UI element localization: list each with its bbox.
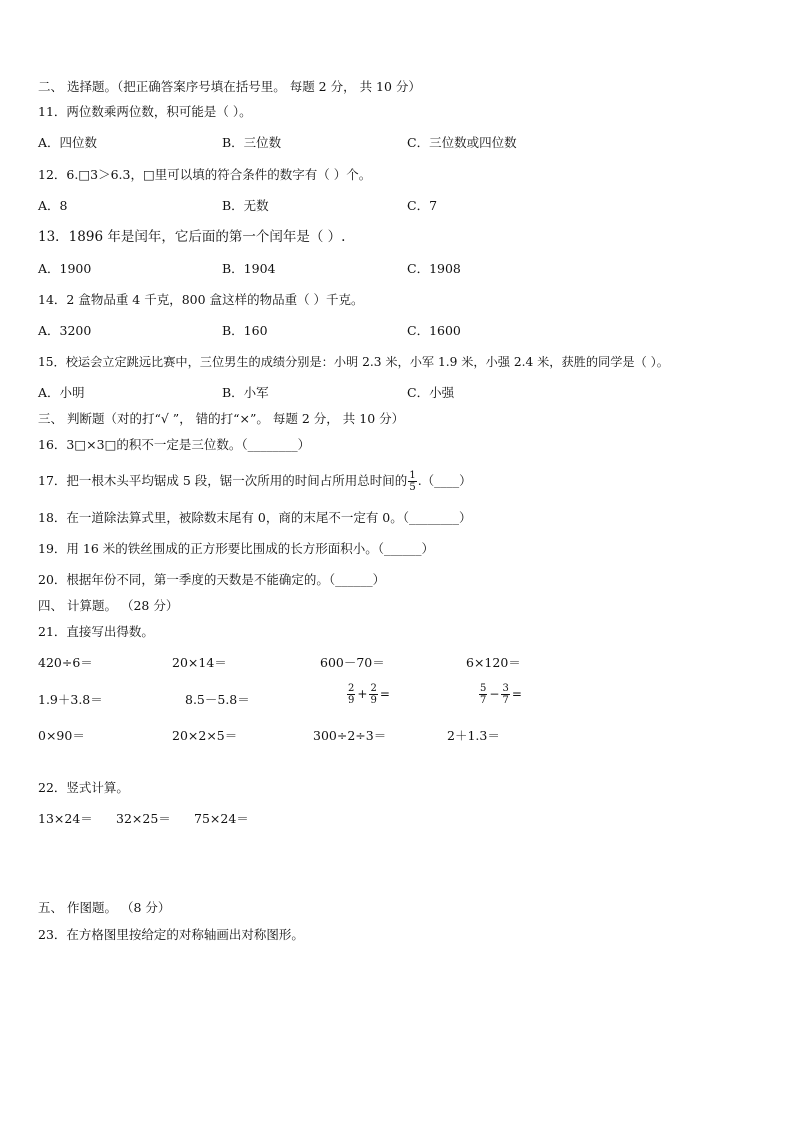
- calc-item: 420÷6＝: [38, 655, 93, 670]
- q15-option-c: C．小强: [407, 385, 455, 400]
- question-14: 14．2 盒物品重 4 千克，800 盒这样的物品重（ ）千克。: [38, 292, 364, 307]
- fraction: [347, 683, 355, 706]
- q13-option-b: B．1904: [222, 261, 276, 276]
- fraction: [479, 683, 487, 706]
- q11-option-b: B．三位数: [222, 135, 282, 150]
- section-2-heading: 二、 选择题。（把正确答案序号填在括号里。 每题 2 分， 共 10 分）: [38, 79, 421, 94]
- fraction: [501, 683, 509, 706]
- denominator: 7: [480, 695, 487, 706]
- question-19: 19．用 16 米的铁丝围成的正方形要比围成的长方形面积小。（______）: [38, 541, 435, 556]
- q17-fraction-numerator: 1: [409, 470, 416, 481]
- question-22: 22．竖式计算。: [38, 780, 129, 795]
- section-3-heading: 三、 判断题（对的打“√ ”， 错的打“×”。 每题 2 分， 共 10 分）: [38, 411, 405, 426]
- section-5-heading: 五、 作图题。 （8 分）: [38, 900, 171, 915]
- equals-sign: =: [379, 687, 390, 701]
- numerator: 2: [348, 683, 355, 694]
- q14-option-a: A．3200: [38, 323, 92, 338]
- q17-fraction: [408, 470, 416, 493]
- q12-option-b: B．无数: [222, 198, 269, 213]
- numerator: 3: [502, 683, 509, 694]
- calc-item: 0×90＝: [38, 728, 85, 743]
- calc-item: 6×120＝: [466, 655, 521, 670]
- fraction-expression-a: [346, 683, 391, 706]
- question-13: 13．1896 年是闰年，它后面的第一个闰年是（ ）.: [38, 229, 346, 245]
- q13-option-c: C．1908: [407, 261, 461, 276]
- q17-tail: .（____）: [417, 473, 472, 488]
- q14-option-b: B．160: [222, 323, 268, 338]
- calc-item: 2＋1.3＝: [447, 728, 500, 743]
- q15-option-b: B．小军: [222, 385, 269, 400]
- question-15: 15．校运会立定跳远比赛中，三位男生的成绩分别是：小明 2.3 米，小军 1.9 米，小强 2.4 米，获胜的同学是（ ）。: [38, 355, 669, 369]
- q17-text: 17．把一根木头平均锯成 5 段，锯一次所用的时间占所用总时间的: [38, 473, 408, 488]
- calc-item: 600－70＝: [320, 655, 385, 670]
- question-23: 23．在方格图里按给定的对称轴画出对称图形。: [38, 927, 304, 942]
- equals-sign: =: [511, 687, 522, 701]
- fraction: [369, 683, 377, 706]
- operator: −: [489, 687, 500, 701]
- calc-item: 20×2×5＝: [172, 728, 238, 743]
- calc-item: 32×25＝: [116, 811, 171, 826]
- fraction-expression-b: [478, 683, 523, 706]
- q13-option-a: A．1900: [38, 261, 92, 276]
- operator: +: [357, 687, 368, 701]
- q14-option-c: C．1600: [407, 323, 461, 338]
- calc-item: 75×24＝: [194, 811, 249, 826]
- q12-option-a: A．8: [38, 198, 68, 213]
- calc-item: 13×24＝: [38, 811, 93, 826]
- numerator: 2: [370, 683, 377, 694]
- q12-option-c: C．7: [407, 198, 438, 213]
- calc-item: 1.9＋3.8＝: [38, 692, 103, 707]
- question-20: 20．根据年份不同，第一季度的天数是不能确定的。（______）: [38, 572, 386, 587]
- calc-item: 300÷2÷3＝: [313, 728, 387, 743]
- question-18: 18．在一道除法算式里，被除数末尾有 0，商的末尾不一定有 0。（________）: [38, 510, 472, 525]
- question-11: 11．两位数乘两位数，积可能是（ ）。: [38, 104, 252, 119]
- question-17: [38, 470, 472, 493]
- denominator: 7: [502, 695, 509, 706]
- question-21: 21．直接写出得数。: [38, 624, 154, 639]
- section-4-heading: 四、 计算题。 （28 分）: [38, 598, 179, 613]
- numerator: 5: [480, 683, 487, 694]
- q17-fraction-denominator: 5: [409, 482, 416, 493]
- calc-item: 20×14＝: [172, 655, 227, 670]
- q11-option-c: C．三位数或四位数: [407, 135, 517, 150]
- question-12: 12．6.□3＞6.3，□里可以填的符合条件的数字有（ ）个。: [38, 167, 372, 182]
- denominator: 9: [370, 695, 377, 706]
- denominator: 9: [348, 695, 355, 706]
- q11-option-a: A．四位数: [38, 135, 98, 150]
- q15-option-a: A．小明: [38, 385, 85, 400]
- question-16: 16．3□×3□的积不一定是三位数。（________）: [38, 437, 311, 452]
- calc-item: 8.5－5.8＝: [185, 692, 250, 707]
